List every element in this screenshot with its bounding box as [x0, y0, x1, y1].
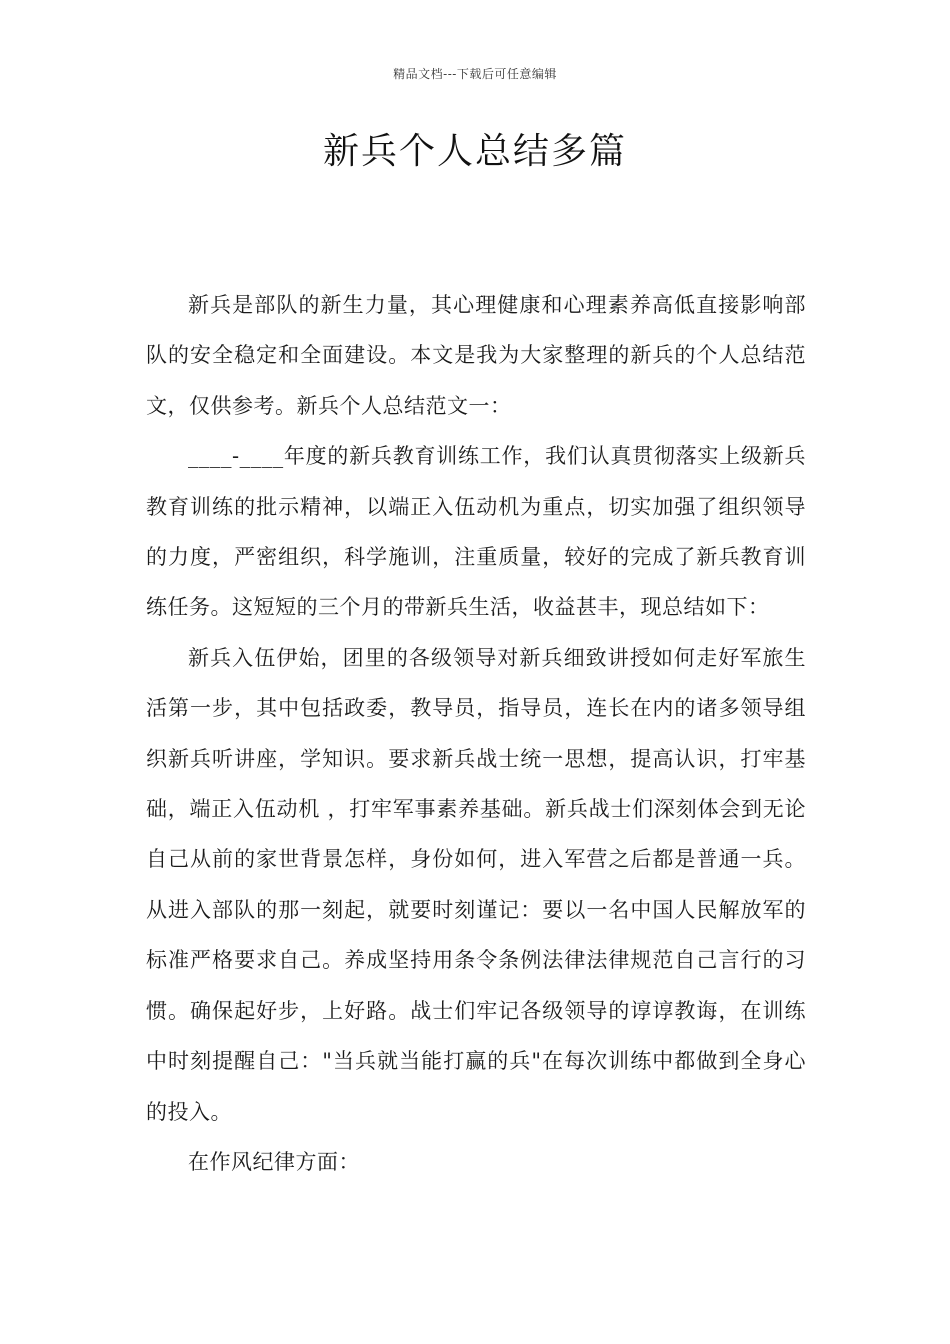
document-title: 新兵个人总结多篇 — [322, 131, 627, 172]
page-header: 精品文档---下载后可任意编辑 — [393, 67, 557, 81]
paragraph-intro: 新兵是部队的新生力量，其心理健康和心理素养高低直接影响部队的安全稳定和全面建设。本文是我为大家整理的新兵的个人总结范文，仅供参考。新兵个人总结范文一： — [146, 293, 806, 418]
document-body — [146, 280, 806, 1187]
paragraph-summary-opening: ____-____年度的新兵教育训练工作，我们认真贯彻落实上级新兵教育训练的批示精神，以端正入伍动机为重点，切实加强了组织领导的力度，严密组织，科学施训，注重质量，较好的完成了新兵教育训练任务。这短短的三个月的带新兵生活，收益甚丰，现总结如下： — [146, 444, 806, 620]
paragraph-discipline-heading: 在作风纪律方面： — [188, 1149, 360, 1174]
paragraph-training-start: 新兵入伍伊始，团里的各级领导对新兵细致讲授如何走好军旅生活第一步，其中包括政委，教导员，指导员，连长在内的诸多领导组织新兵听讲座，学知识。要求新兵战士统一思想，提高认识，打牢基础，端正入伍动机 ，打牢军事素养基础。新兵战士们深刻体会到无论自己从前的家世背景怎样，身份如何，进入军营之后都是普通一兵。从进入部队的那一刻起，就要时刻谨记：要以一名中国人民解放军的标准严格要求自己。养成坚持用条令条例法律法律规范自己言行的习惯。确保起好步，上好路。战士们牢记各级领导的谆谆教诲，在训练中时刻提醒自己："当兵就当能打赢的兵"在每次训练中都做到全身心的投入。 — [146, 645, 806, 1124]
